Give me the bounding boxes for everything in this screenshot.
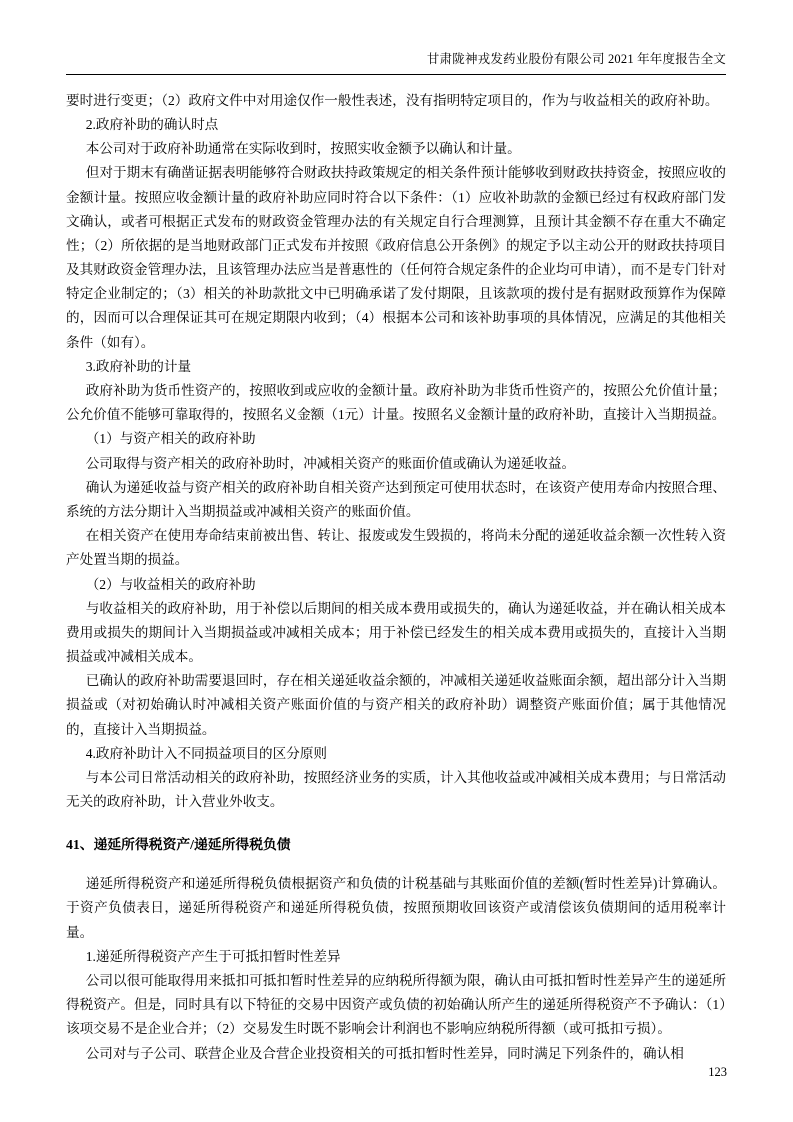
paragraph: 本公司对于政府补助通常在实际收到时，按照实收金额予以确认和计量。 (85, 141, 521, 157)
paragraph: 要时进行变更；（2）政府文件中对用途仅作一般性表述，没有指明特定项目的，作为与收益相关的政府补助。 (66, 92, 719, 108)
paragraph: 与本公司日常活动相关的政府补助，按照经济业务的实质，计入其他收益或冲减相关成本费用；与日常活动无关的政府补助，计入营业外收支。 (66, 770, 726, 810)
paragraph: 政府补助为货币性资产的，按照收到或应收的金额计量。政府补助为非货币性资产的，按照公允价值计量；公允价值不能够可靠取得的，按照名义金额（1元）计量。按照名义金额计量的政府补助，直接计入当期损益。 (66, 383, 726, 423)
body-text-block (66, 89, 726, 1066)
section-spacer (66, 862, 726, 872)
header-divider (66, 74, 726, 75)
page-content (66, 50, 726, 1066)
paragraph: 已确认的政府补助需要退回时，存在相关递延收益余额的，冲减相关递延收益账面余额，超出部分计入当期损益或（对初始确认时冲减相关资产账面价值的与资产相关的政府补助）调整资产账面价值；属于其他情况的，直接计入当期损益。 (66, 673, 726, 737)
paragraph: 公司对与子公司、联营企业及合营企业投资相关的可抵扣暂时性差异，同时满足下列条件的，确认相 (85, 1045, 684, 1061)
paragraph: 1.递延所得税资产产生于可抵扣暂时性差异 (85, 948, 341, 964)
paragraph: 2.政府补助的确认时点 (85, 116, 219, 132)
paragraph: 4.政府补助计入不同损益项目的区分原则 (85, 745, 328, 761)
paragraph: 公司取得与资产相关的政府补助时，冲减相关资产的账面价值或确认为递延收益。 (85, 455, 576, 471)
paragraph: （2）与收益相关的政府补助 (85, 576, 256, 592)
page-number: 123 (708, 1065, 727, 1079)
paragraph: 确认为递延收益与资产相关的政府补助自相关资产达到预定可使用状态时，在该资产使用寿命内按照合理、系统的方法分期计入当期损益或冲减相关资产的账面价值。 (66, 479, 726, 519)
paragraph: 与收益相关的政府补助，用于补偿以后期间的相关成本费用或损失的，确认为递延收益，并在确认相关成本费用或损失的期间计入当期损益或冲减相关成本；用于补偿已经发生的相关成本费用或损失的，直接计入当期损益或冲减相关成本。 (66, 600, 726, 665)
header-company-report-line: 甘肃陇神戎发药业股份有限公司 2021 年年度报告全文 (426, 52, 726, 66)
section-heading: 41、递延所得税资产/递延所得税负债 (66, 837, 291, 853)
paragraph: 在相关资产在使用寿命结束前被出售、转让、报废或发生毁损的，将尚未分配的递延收益余额一次性转入资产处置当期的损益。 (66, 528, 726, 568)
paragraph: 递延所得税资产和递延所得税负债根据资产和负债的计税基础与其账面价值的差额(暂时性差异)计算确认。于资产负债表日，递延所得税资产和递延所得税负债，按照预期收回该资产或清偿该负债期间的适用税率计量。 (66, 876, 726, 940)
paragraph: 但对于期末有确凿证据表明能够符合财政扶持政策规定的相关条件预计能够收到财政扶持资金，按照应收的金额计量。按照应收金额计量的政府补助应同时符合以下条件：（1）应收补助款的金额已经过有权政府部门发文确认，或者可根据正式发布的财政资金管理办法的有关规定自行合理测算，且预计其金额不存在重大不确定性；（2）所依据的是当地财政部门正式发布并按照《政府信息公开条例》的规定予以主动公开的财政扶持项目及其财政资金管理办法，且该管理办法应当是普惠性的（任何符合规定条件的企业均可申请），而不是专门针对特定企业制定的；（3）相关的补助款批文中已明确承诺了发付期限，且该款项的拨付是有据财政预算作为保障的，因而可以合理保证其可在规定期限内收到；（4）根据本公司和该补助事项的具体情况，应满足的其他相关条件（如有）。 (66, 165, 726, 350)
page-header (66, 50, 726, 74)
paragraph: 公司以很可能取得用来抵扣可抵扣暂时性差异的应纳税所得额为限，确认由可抵扣暂时性差异产生的递延所得税资产。但是，同时具有以下特征的交易中因资产或负债的初始确认所产生的递延所得税资产不予确认：（1）该项交易不是企业合并；（2）交易发生时既不影响会计利润也不影响应纳税所得额（或可抵扣亏损）。 (66, 972, 726, 1037)
paragraph: （1）与资产相关的政府补助 (85, 431, 256, 447)
paragraph: 3.政府补助的计量 (85, 358, 192, 374)
